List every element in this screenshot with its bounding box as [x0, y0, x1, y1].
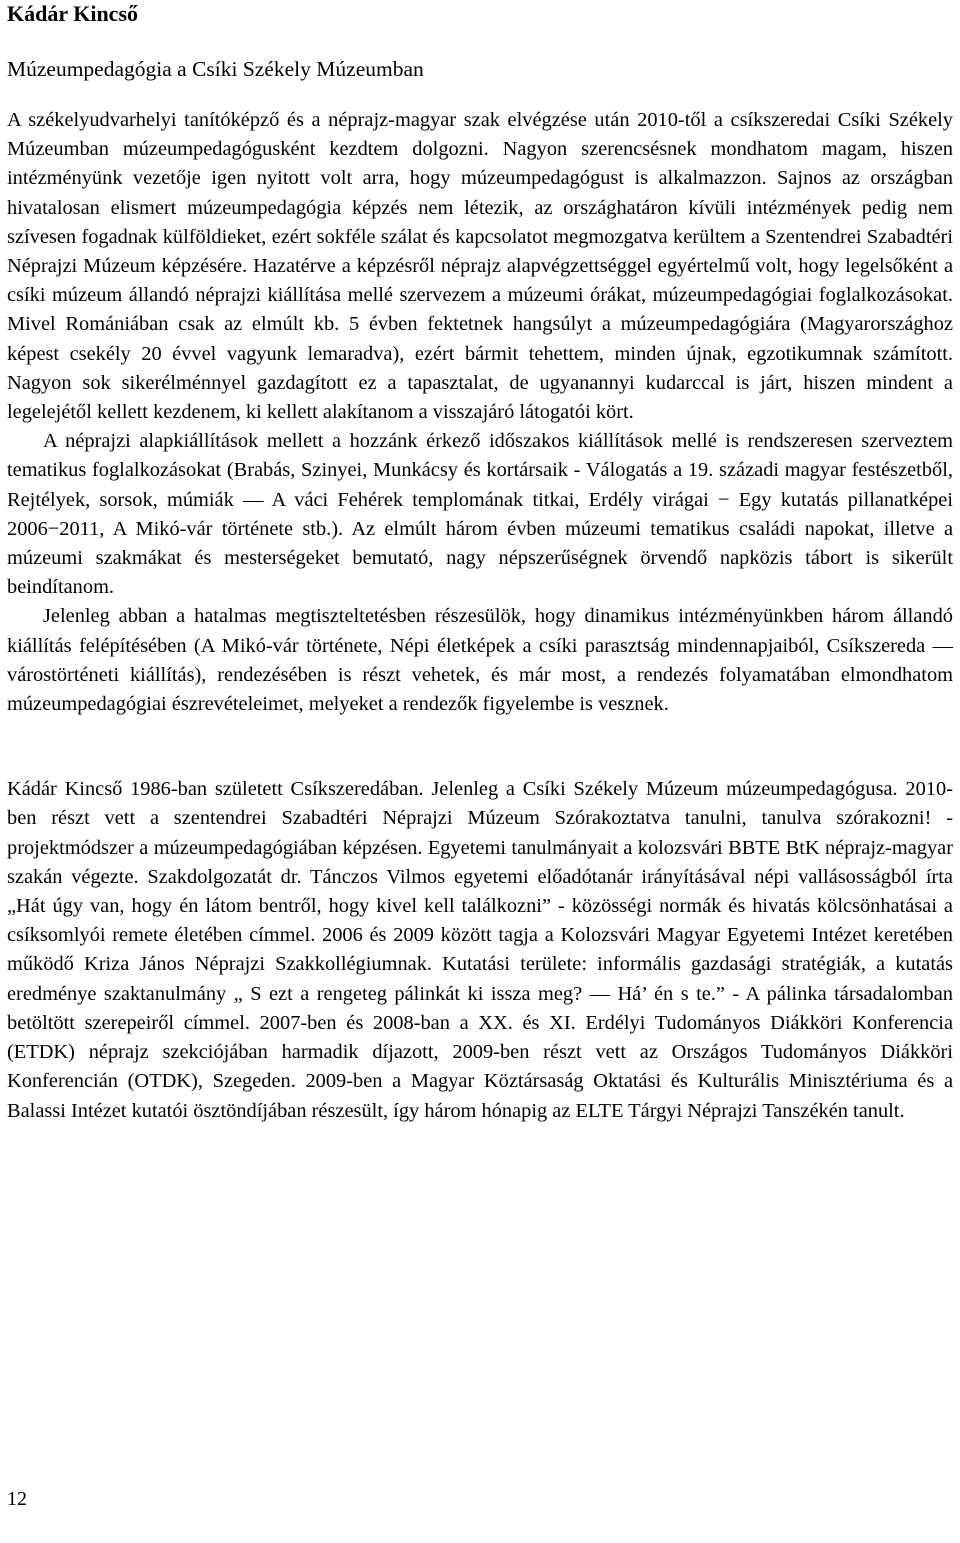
article-body [7, 106, 953, 719]
paragraph-3: Jelenleg abban a hatalmas megtiszteltetésben részesülök, hogy dinamikus intézményünkben három állandó kiállítás felépítésében (A Mikó-vár története, Népi életképek a csíki parasztság mindennapjaiból, Csíkszereda — várostörténeti kiállítás), rendezésében is részt vehetek, és már most, a rendezés folyamatában elmondhatom múzeumpedagógiai észrevételeimet, melyeket a rendezők figyelembe is vesznek. [7, 605, 953, 716]
page-number: 12 [7, 1488, 27, 1510]
paragraph-1: A székelyudvarhelyi tanítóképző és a néprajz-magyar szak elvégzése után 2010-től a csíkszeredai Csíki Székely Múzeumban múzeumpedagógusként kezdtem dolgozni. Nagyon szerencsésnek mondhatom magam, hiszen intézményünk vezetője igen nyitott volt arra, hogy múzeumpedagógust is alkalmazzon. Sajnos az országban hivatalosan elismert múzeumpedagógia képzés nem létezik, az országhatáron kívüli intézmények pedig nem szívesen fogadnak külföldieket, ezért sokféle szálat és kapcsolatot megmozgatva kerültem a Szentendrei Szabadtéri Néprajzi Múzeum képzésére. Hazatérve a képzésről néprajz alapvégzettséggel egyértelmű volt, hogy legelsőként a csíki múzeum állandó néprajzi kiállítása mellé szervezem a múzeumi órákat, múzeumpedagógiai foglalkozásokat. Mivel Romániában csak az elmúlt kb. 5 évben fektetnek hangsúlyt a múzeumpedagógiára (Magyarországhoz képest csekély 20 évvel vagyunk lemaradva), ezért bármit tehettem, minden újnak, egzotikumnak számított. Nagyon sok sikerélménnyel gazdagított ez a tapasztalat, de ugyanannyi kudarccal is járt, hiszen mindent a legelejétől kellett kezdenem, ki kellett alakítanom a visszajáró látogatói kört. [7, 109, 953, 424]
document-page [7, 0, 953, 1126]
paragraph-2: A néprajzi alapkiállítások mellett a hozzánk érkező időszakos kiállítások mellé is rendszeresen szerveztem tematikus foglalkozásokat (Brabás, Szinyei, Munkácsy és kortársaik - Válogatás a 19. századi magyar festészetből, Rejtélyek, sorsok, múmiák — A váci Fehérek templomának titkai, Erdély virágai − Egy kutatás pillanatképei 2006−2011, A Mikó-vár története stb.). Az elmúlt három évben múzeumi tematikus családi napokat, illetve a múzeumi szakmákat és mesterségeket bemutató, nagy népszerűségnek örvendő napközis tábort is sikerült beindítanom. [7, 430, 953, 599]
author-name: Kádár Kincső [7, 1, 139, 26]
article-title: Múzeumpedagógia a Csíki Székely Múzeumban [7, 57, 424, 81]
author-bio [7, 775, 953, 1125]
bio-paragraph: Kádár Kincső 1986-ban született Csíkszeredában. Jelenleg a Csíki Székely Múzeum múzeumpedagógusa. 2010-ben részt vett a szentendrei Szabadtéri Néprajzi Múzeum Szórakoztatva tanulni, tanulva szórakozni! - projektmódszer a múzeumpedagógiában képzésen. Egyetemi tanulmányait a kolozsvári BBTE BtK néprajz-magyar szakán végezte. Szakdolgozatát dr. Tánczos Vilmos egyetemi előadótanár irányításával népi vallásosságból írta „Hát úgy van, hogy én látom bentről, hogy kivel kell találkozni” - közösségi normák és hivatás kölcsönhatásai a csíksomlyói remete életében címmel. 2006 és 2009 között tagja a Kolozsvári Magyar Egyetemi Intézet keretében működő Kriza János Néprajzi Szakkollégiumnak. Kutatási területe: informális gazdasági stratégiák, a kutatás eredménye szaktanulmány „ S ezt a rengeteg pálinkát ki issza meg? — Há’ én s te.” - A pálinka társadalomban betöltött szerepeiről címmel. 2007-ben és 2008-ban a XX. és XI. Erdélyi Tudományos Diákköri Konferencia (ETDK) néprajz szekciójában harmadik díjazott, 2009-ben részt vett az Országos Tudományos Diákköri Konferencián (OTDK), Szegeden. 2009-ben a Magyar Köztársaság Oktatási és Kulturális Minisztériuma és a Balassi Intézet kutatói ösztöndíjában részesült, így három hónapig az ELTE Tárgyi Néprajzi Tanszékén tanult. [7, 778, 953, 1122]
